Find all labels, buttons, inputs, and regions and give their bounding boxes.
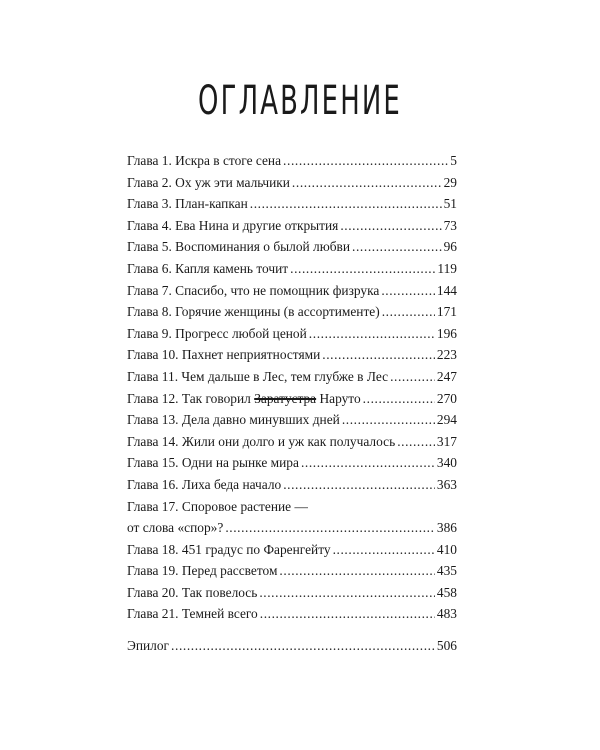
dot-leader — [309, 323, 435, 345]
toc-entry-page: 196 — [436, 325, 457, 341]
toc-entry-title: Глава 5. Воспоминания о былой любви — [127, 239, 351, 255]
toc-entry-page: 458 — [436, 584, 457, 600]
toc-entry — [127, 452, 457, 474]
toc-entry-title: Глава 8. Горячие женщины (в ассортименте) — [127, 304, 380, 320]
toc-entry-title: Глава 3. План-капкан — [127, 196, 248, 212]
toc-entry-page: 386 — [436, 520, 457, 536]
toc-entry — [127, 474, 457, 496]
toc-entry — [127, 236, 457, 258]
dot-leader — [225, 517, 435, 539]
page-title: ОГЛАВЛЕНИЕ — [198, 78, 402, 124]
toc-entry-title: Глава 10. Пахнет неприятностями — [127, 347, 321, 363]
toc-entry-title: Глава 13. Дела давно минувших дней — [127, 412, 340, 428]
toc-entry — [127, 280, 457, 302]
dot-leader — [283, 150, 448, 172]
toc-entry — [127, 603, 457, 625]
toc-entry — [127, 193, 457, 215]
toc-entry — [127, 172, 457, 194]
toc-entry-page: 119 — [437, 260, 457, 276]
toc-entry-page: 506 — [436, 638, 457, 654]
dot-leader — [292, 172, 442, 194]
toc-entry-page: 29 — [443, 174, 457, 190]
toc-entry-title: Глава 16. Лиха беда начало — [127, 476, 282, 492]
toc-entry-page: 294 — [436, 412, 457, 428]
dot-leader — [250, 193, 442, 215]
toc-entry-title-part: Глава 12. Так говорил — [127, 390, 255, 406]
dot-leader — [259, 582, 435, 604]
dot-leader — [333, 539, 435, 561]
dot-leader — [397, 431, 435, 453]
toc-entry — [127, 323, 457, 345]
toc-entry-page: 51 — [443, 196, 457, 212]
toc-entry — [127, 344, 457, 366]
toc-entry-page: 410 — [436, 541, 457, 557]
toc-entry — [127, 560, 457, 582]
dot-leader — [340, 215, 441, 237]
toc-entry — [127, 431, 457, 453]
toc-entry-title: Глава 9. Прогресс любой ценой — [127, 325, 307, 341]
dot-leader — [260, 603, 435, 625]
dot-leader — [342, 409, 435, 431]
toc-entry — [127, 388, 457, 410]
toc-entry-page: 73 — [443, 217, 457, 233]
toc-entry-page: 363 — [436, 476, 457, 492]
toc-entry — [127, 215, 457, 237]
toc-entry-first-line — [127, 496, 457, 518]
dot-leader — [363, 388, 435, 410]
toc-entry-page: 96 — [443, 239, 457, 255]
toc-entry-title: Глава 2. Ох уж эти мальчики — [127, 174, 290, 190]
toc-entry-title: Глава 19. Перед рассветом — [127, 563, 278, 579]
toc-entry-page: 340 — [436, 455, 457, 471]
dot-leader — [382, 301, 435, 323]
toc-entry-title: Глава 11. Чем дальше в Лес, тем глубже в Лес — [127, 368, 389, 384]
toc-entry-page: 270 — [436, 390, 457, 406]
toc-entry-title: Глава 17. Споровое растение — — [127, 498, 308, 514]
dot-leader — [301, 452, 435, 474]
toc-entry — [127, 258, 457, 280]
dot-leader — [279, 560, 434, 582]
toc-entry-title: Глава 20. Так повелось — [127, 584, 258, 600]
toc-entry-page: 171 — [436, 304, 457, 320]
dot-leader — [322, 344, 435, 366]
toc-entry — [127, 539, 457, 561]
toc-entry-title: Эпилог — [127, 638, 170, 654]
toc-entry-page: 317 — [436, 433, 457, 449]
toc-entry-title: Глава 4. Ева Нина и другие открытия — [127, 217, 339, 233]
toc-entry-title: Глава 21. Темней всего — [127, 606, 258, 622]
toc-entry-page: 435 — [436, 563, 457, 579]
toc-entry — [127, 301, 457, 323]
toc-entry-title-part: Наруто — [316, 390, 361, 406]
toc-entry — [127, 517, 457, 539]
toc-entry-title: от слова «спор»? — [127, 520, 224, 536]
toc-entry — [127, 366, 457, 388]
toc-entry — [127, 150, 457, 172]
toc-entry-title: Глава 7. Спасибо, что не помощник физрука — [127, 282, 380, 298]
toc-entry-page: 483 — [436, 606, 457, 622]
toc-entry-epilogue — [127, 635, 457, 657]
toc-entry-page: 5 — [450, 153, 457, 168]
toc-entry-title: Глава 6. Капля камень точит — [127, 260, 289, 276]
dot-leader — [390, 366, 435, 388]
dot-leader — [283, 474, 435, 496]
toc-entry-page: 144 — [436, 282, 457, 298]
toc-entry-page: 223 — [436, 347, 457, 363]
toc-entry — [127, 582, 457, 604]
toc-list — [127, 150, 457, 657]
dot-leader — [352, 236, 442, 258]
toc-entry-page: 247 — [436, 368, 457, 384]
toc-entry-title — [127, 388, 361, 410]
struck-word: Заратустра — [254, 390, 317, 406]
dot-leader — [171, 635, 435, 657]
dot-leader — [290, 258, 435, 280]
toc-entry — [127, 409, 457, 431]
toc-entry-title: Глава 1. Искра в стоге сена — [127, 153, 282, 168]
toc-entry-title: Глава 18. 451 градус по Фаренгейту — [127, 541, 331, 557]
toc-entry-title: Глава 15. Одни на рынке мира — [127, 455, 299, 471]
dot-leader — [381, 280, 435, 302]
toc-entry-title: Глава 14. Жили они долго и уж как получалось — [127, 433, 396, 449]
